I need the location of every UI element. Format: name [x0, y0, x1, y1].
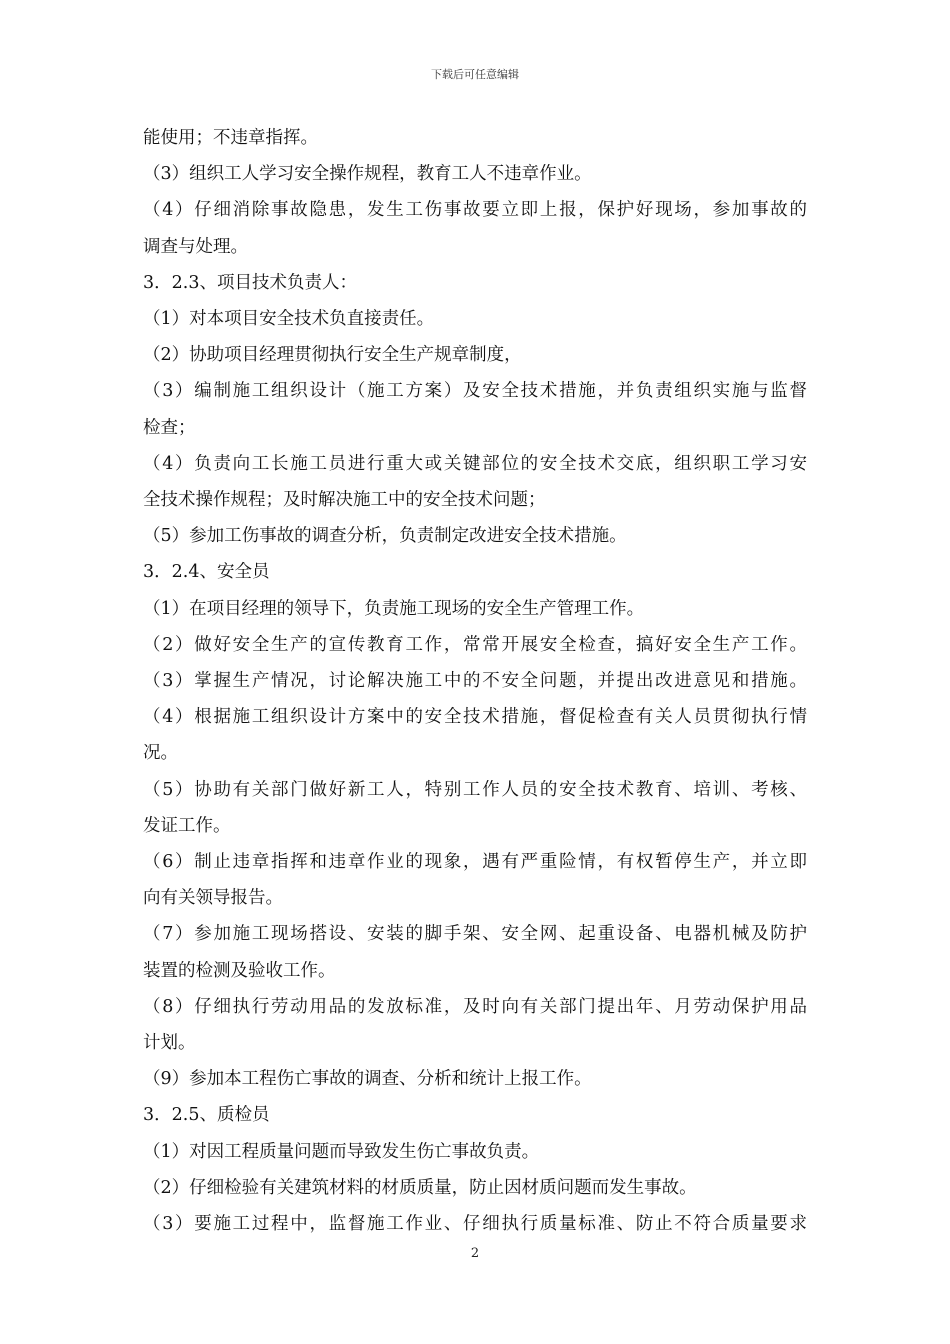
text-line: （6）制止违章指挥和违章作业的现象，遇有严重险情，有权暂停生产，并立即 — [143, 852, 807, 873]
text-line: （1）对本项目安全技术负直接责任。 — [143, 309, 435, 330]
text-line: （8）仔细执行劳动用品的发放标准，及时向有关部门提出年、月劳动保护用品 — [143, 996, 807, 1017]
text-line: （2）做好安全生产的宣传教育工作，常常开展安全检查，搞好安全生产工作。 — [143, 634, 807, 655]
text-line: 3．2.4、安全员 — [143, 562, 270, 583]
document-body — [143, 120, 807, 1242]
text-line: （3）掌握生产情况，讨论解决施工中的不安全问题，并提出改进意见和措施。 — [143, 671, 807, 692]
page-number: 2 — [470, 1246, 480, 1261]
text-line: （4）根据施工组织设计方案中的安全技术措施，督促检查有关人员贯彻执行情 — [143, 707, 807, 728]
page-header: 下载后可任意编辑 — [431, 68, 519, 81]
text-line: 检查； — [143, 417, 196, 438]
text-line: 况。 — [143, 743, 178, 764]
text-line: 全技术操作规程；及时解决施工中的安全技术问题； — [143, 490, 546, 511]
text-line: 计划。 — [143, 1033, 196, 1054]
text-line: 发证工作。 — [143, 815, 231, 836]
text-line: 调查与处理。 — [143, 236, 248, 257]
text-line: （5）参加工伤事故的调查分析，负责制定改进安全技术措施。 — [143, 526, 627, 547]
text-line: 3．2.5、质检员 — [143, 1105, 270, 1126]
text-line: （1）对因工程质量问题而导致发生伤亡事故负责。 — [143, 1141, 540, 1162]
text-line: 装置的检测及验收工作。 — [143, 960, 336, 981]
text-line: （1）在项目经理的领导下，负责施工现场的安全生产管理工作。 — [143, 598, 645, 619]
text-line: 3．2.3、项目技术负责人： — [143, 272, 357, 293]
text-line: （4）仔细消除事故隐患，发生工伤事故要立即上报，保护好现场，参加事故的 — [143, 200, 807, 221]
text-line: 能使用；不违章指挥。 — [143, 128, 318, 148]
text-line: （3）编制施工组织设计（施工方案）及安全技术措施，并负责组织实施与监督 — [143, 381, 807, 402]
text-line: （3）组织工人学习安全操作规程，教育工人不违章作业。 — [143, 164, 592, 185]
text-line: （5）协助有关部门做好新工人，特别工作人员的安全技术教育、培训、考核、 — [143, 779, 807, 800]
text-line: （2）仔细检验有关建筑材料的材质质量，防止因材质问题而发生事故。 — [143, 1177, 697, 1198]
text-line: 向有关领导报告。 — [143, 888, 283, 909]
text-line: （2）协助项目经理贯彻执行安全生产规章制度， — [143, 345, 522, 366]
text-line: （9）参加本工程伤亡事故的调查、分析和统计上报工作。 — [143, 1069, 592, 1090]
text-line: （3）要施工过程中，监督施工作业、仔细执行质量标准、防止不符合质量要求 — [143, 1214, 807, 1235]
text-line: （4）负责向工长施工员进行重大或关键部位的安全技术交底，组织职工学习安 — [143, 453, 807, 474]
text-line: （7）参加施工现场搭设、安装的脚手架、安全网、起重设备、电器机械及防护 — [143, 924, 807, 945]
